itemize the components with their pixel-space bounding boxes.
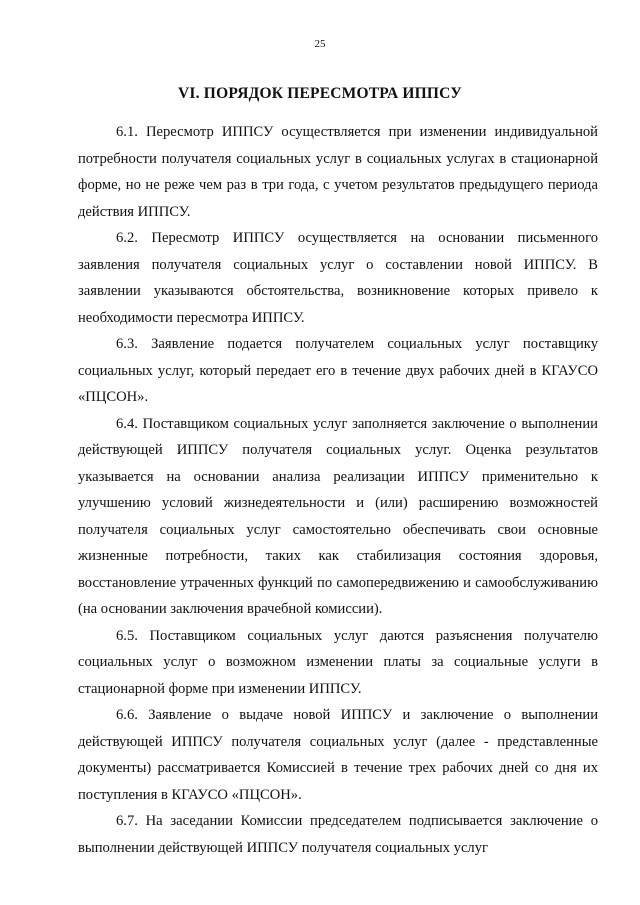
paragraph-6-7: 6.7. На заседании Комиссии председателем подписывается заключение о выполнении действующей ИППСУ получателя социальных услуг bbox=[78, 813, 598, 856]
page-number: 25 bbox=[314, 38, 326, 50]
paragraph-6-1: 6.1. Пересмотр ИППСУ осуществляется при изменении индивидуальной потребности получателя социальных услуг в социальных услугах в стационарной форме, но не реже чем раз в три года, с учетом результатов предыдущего периода действия ИППСУ. bbox=[78, 124, 598, 220]
paragraph-6-5: 6.5. Поставщиком социальных услуг даются разъяснения получателю социальных услуг о возможном изменении платы за социальные услуги в стационарной форме при изменении ИППСУ. bbox=[78, 627, 598, 697]
body-text bbox=[78, 119, 598, 861]
paragraph-6-2: 6.2. Пересмотр ИППСУ осуществляется на основании письменного заявления получателя социальных услуг о составлении новой ИППСУ. В заявлении указываются обстоятельства, возникновение которых привело к необходимости пересмотра ИППСУ. bbox=[78, 230, 598, 326]
paragraph-6-6: 6.6. Заявление о выдаче новой ИППСУ и заключение о выполнении действующей ИППСУ получателя социальных услуг (далее - представленные документы) рассматривается Комиссией в течение трех рабочих дней со дня их поступления в КГАУСО «ПЦСОН». bbox=[78, 707, 598, 803]
paragraph-6-4: 6.4. Поставщиком социальных услуг заполняется заключение о выполнении действующей ИППСУ получателя социальных услуг. Оценка результатов указывается на основании анализа реализации ИППСУ применительно к улучшению условий жизнедеятельности и (или) расширению возможностей получателя социальных услуг самостоятельно обеспечивать свои основные жизненные потребности, таких как стабилизация состояния здоровья, восстановление утраченных функций по самопередвижению и самообслуживанию (на основании заключения врачебной комиссии). bbox=[78, 415, 598, 617]
section-title: VI. ПОРЯДОК ПЕРЕСМОТРА ИППСУ bbox=[178, 85, 462, 102]
paragraph-6-3: 6.3. Заявление подается получателем социальных услуг поставщику социальных услуг, который передает его в течение двух рабочих дней в КГАУСО «ПЦСОН». bbox=[78, 336, 598, 405]
